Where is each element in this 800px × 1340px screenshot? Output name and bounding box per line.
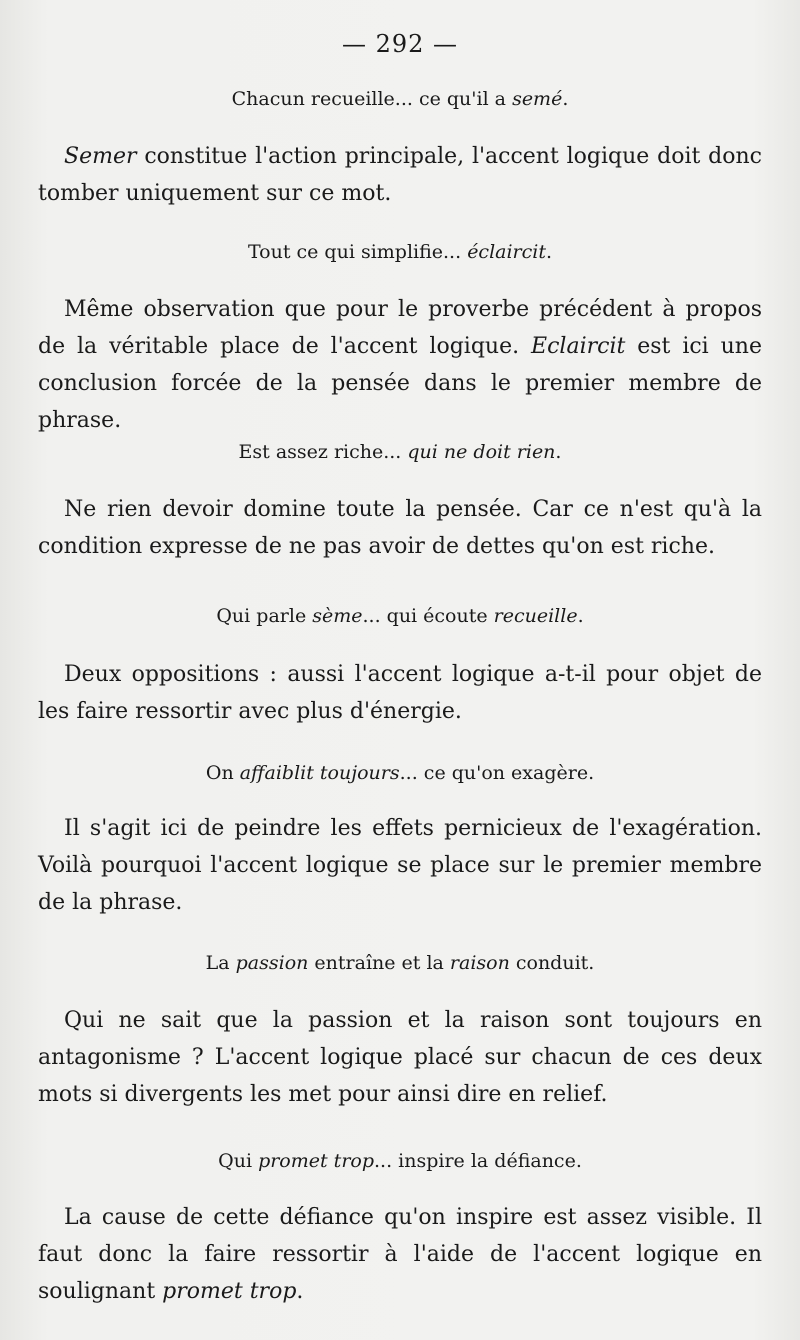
page-number: — 292 — — [341, 30, 459, 58]
heading-text: Chacun recueille... ce qu'il a — [231, 88, 513, 110]
heading-text: conduit. — [509, 952, 595, 974]
paragraph-text: . — [296, 1279, 304, 1304]
paragraph-text: Ne rien devoir domine toute la pensée. Car ce n'est qu'à la condition expresse de ne pas avoir de dettes qu'on est riche. — [38, 497, 762, 559]
proverb-heading — [0, 952, 800, 974]
paragraph-italic: Semer — [64, 144, 137, 169]
heading-italic: raison — [449, 952, 510, 974]
commentary-paragraph — [38, 810, 762, 921]
paragraph-text: Même observation que pour le proverbe précédent à propos de la véritable place de l'accent logique. — [38, 297, 762, 359]
heading-italic: éclaircit — [467, 241, 546, 263]
heading-italic: affaiblit toujours — [239, 762, 400, 784]
paragraph-text: Qui ne sait que la passion et la raison sont toujours en antagonisme ? L'accent logique placé sur chacun de ces deux mots si divergents les met pour ainsi dire en relief. — [38, 1008, 762, 1107]
proverb-heading — [0, 441, 800, 463]
heading-italic: qui ne doit rien — [407, 441, 556, 463]
heading-text: ... ce qu'on exagère. — [399, 762, 595, 784]
proverb-heading — [0, 605, 800, 627]
heading-italic: sème — [312, 605, 363, 627]
proverb-heading — [0, 241, 800, 263]
paragraph-italic: promet trop — [162, 1279, 297, 1304]
heading-text: On — [205, 762, 240, 784]
paragraph-text: est ici une conclusion forcée de la pensée dans le premier membre de phrase. — [38, 334, 762, 433]
paragraph-text: Il s'agit ici de peindre les effets pernicieux de l'exagération. Voilà pourquoi l'accent logique se place sur le premier membre de la phrase. — [38, 816, 762, 915]
heading-text: entraîne et la — [308, 952, 450, 974]
commentary-paragraph — [38, 138, 762, 212]
heading-text: . — [577, 605, 584, 627]
heading-text: . — [555, 441, 562, 463]
proverb-heading — [0, 1150, 800, 1172]
proverb-heading — [0, 762, 800, 784]
paragraph-text: La cause de cette défiance qu'on inspire est assez visible. Il faut donc la faire ressortir à l'aide de l'accent logique en soulignant — [38, 1205, 762, 1304]
heading-text: ... inspire la défiance. — [374, 1150, 582, 1172]
commentary-paragraph — [38, 291, 762, 439]
heading-text: Qui parle — [216, 605, 313, 627]
heading-text: Qui — [218, 1150, 259, 1172]
commentary-paragraph — [38, 656, 762, 730]
paragraph-text: constitue l'action principale, l'accent logique doit donc tomber uniquement sur ce mot. — [38, 144, 762, 206]
heading-text: La — [205, 952, 236, 974]
heading-text: . — [562, 88, 569, 110]
heading-text: Est assez riche... — [238, 441, 408, 463]
commentary-paragraph — [38, 1002, 762, 1113]
heading-italic: recueille — [493, 605, 578, 627]
heading-text: . — [546, 241, 553, 263]
proverb-heading — [0, 88, 800, 110]
heading-text: Tout ce qui simplifie... — [247, 241, 468, 263]
heading-italic: passion — [235, 952, 309, 974]
commentary-paragraph — [38, 1199, 762, 1310]
heading-italic: promet trop — [258, 1150, 375, 1172]
commentary-paragraph — [38, 491, 762, 565]
heading-text: ... qui écoute — [362, 605, 494, 627]
paragraph-text: Deux oppositions : aussi l'accent logique a-t-il pour objet de les faire ressortir avec plus d'énergie. — [38, 662, 762, 724]
heading-italic: semé — [512, 88, 563, 110]
paragraph-italic: Eclaircit — [531, 334, 626, 359]
